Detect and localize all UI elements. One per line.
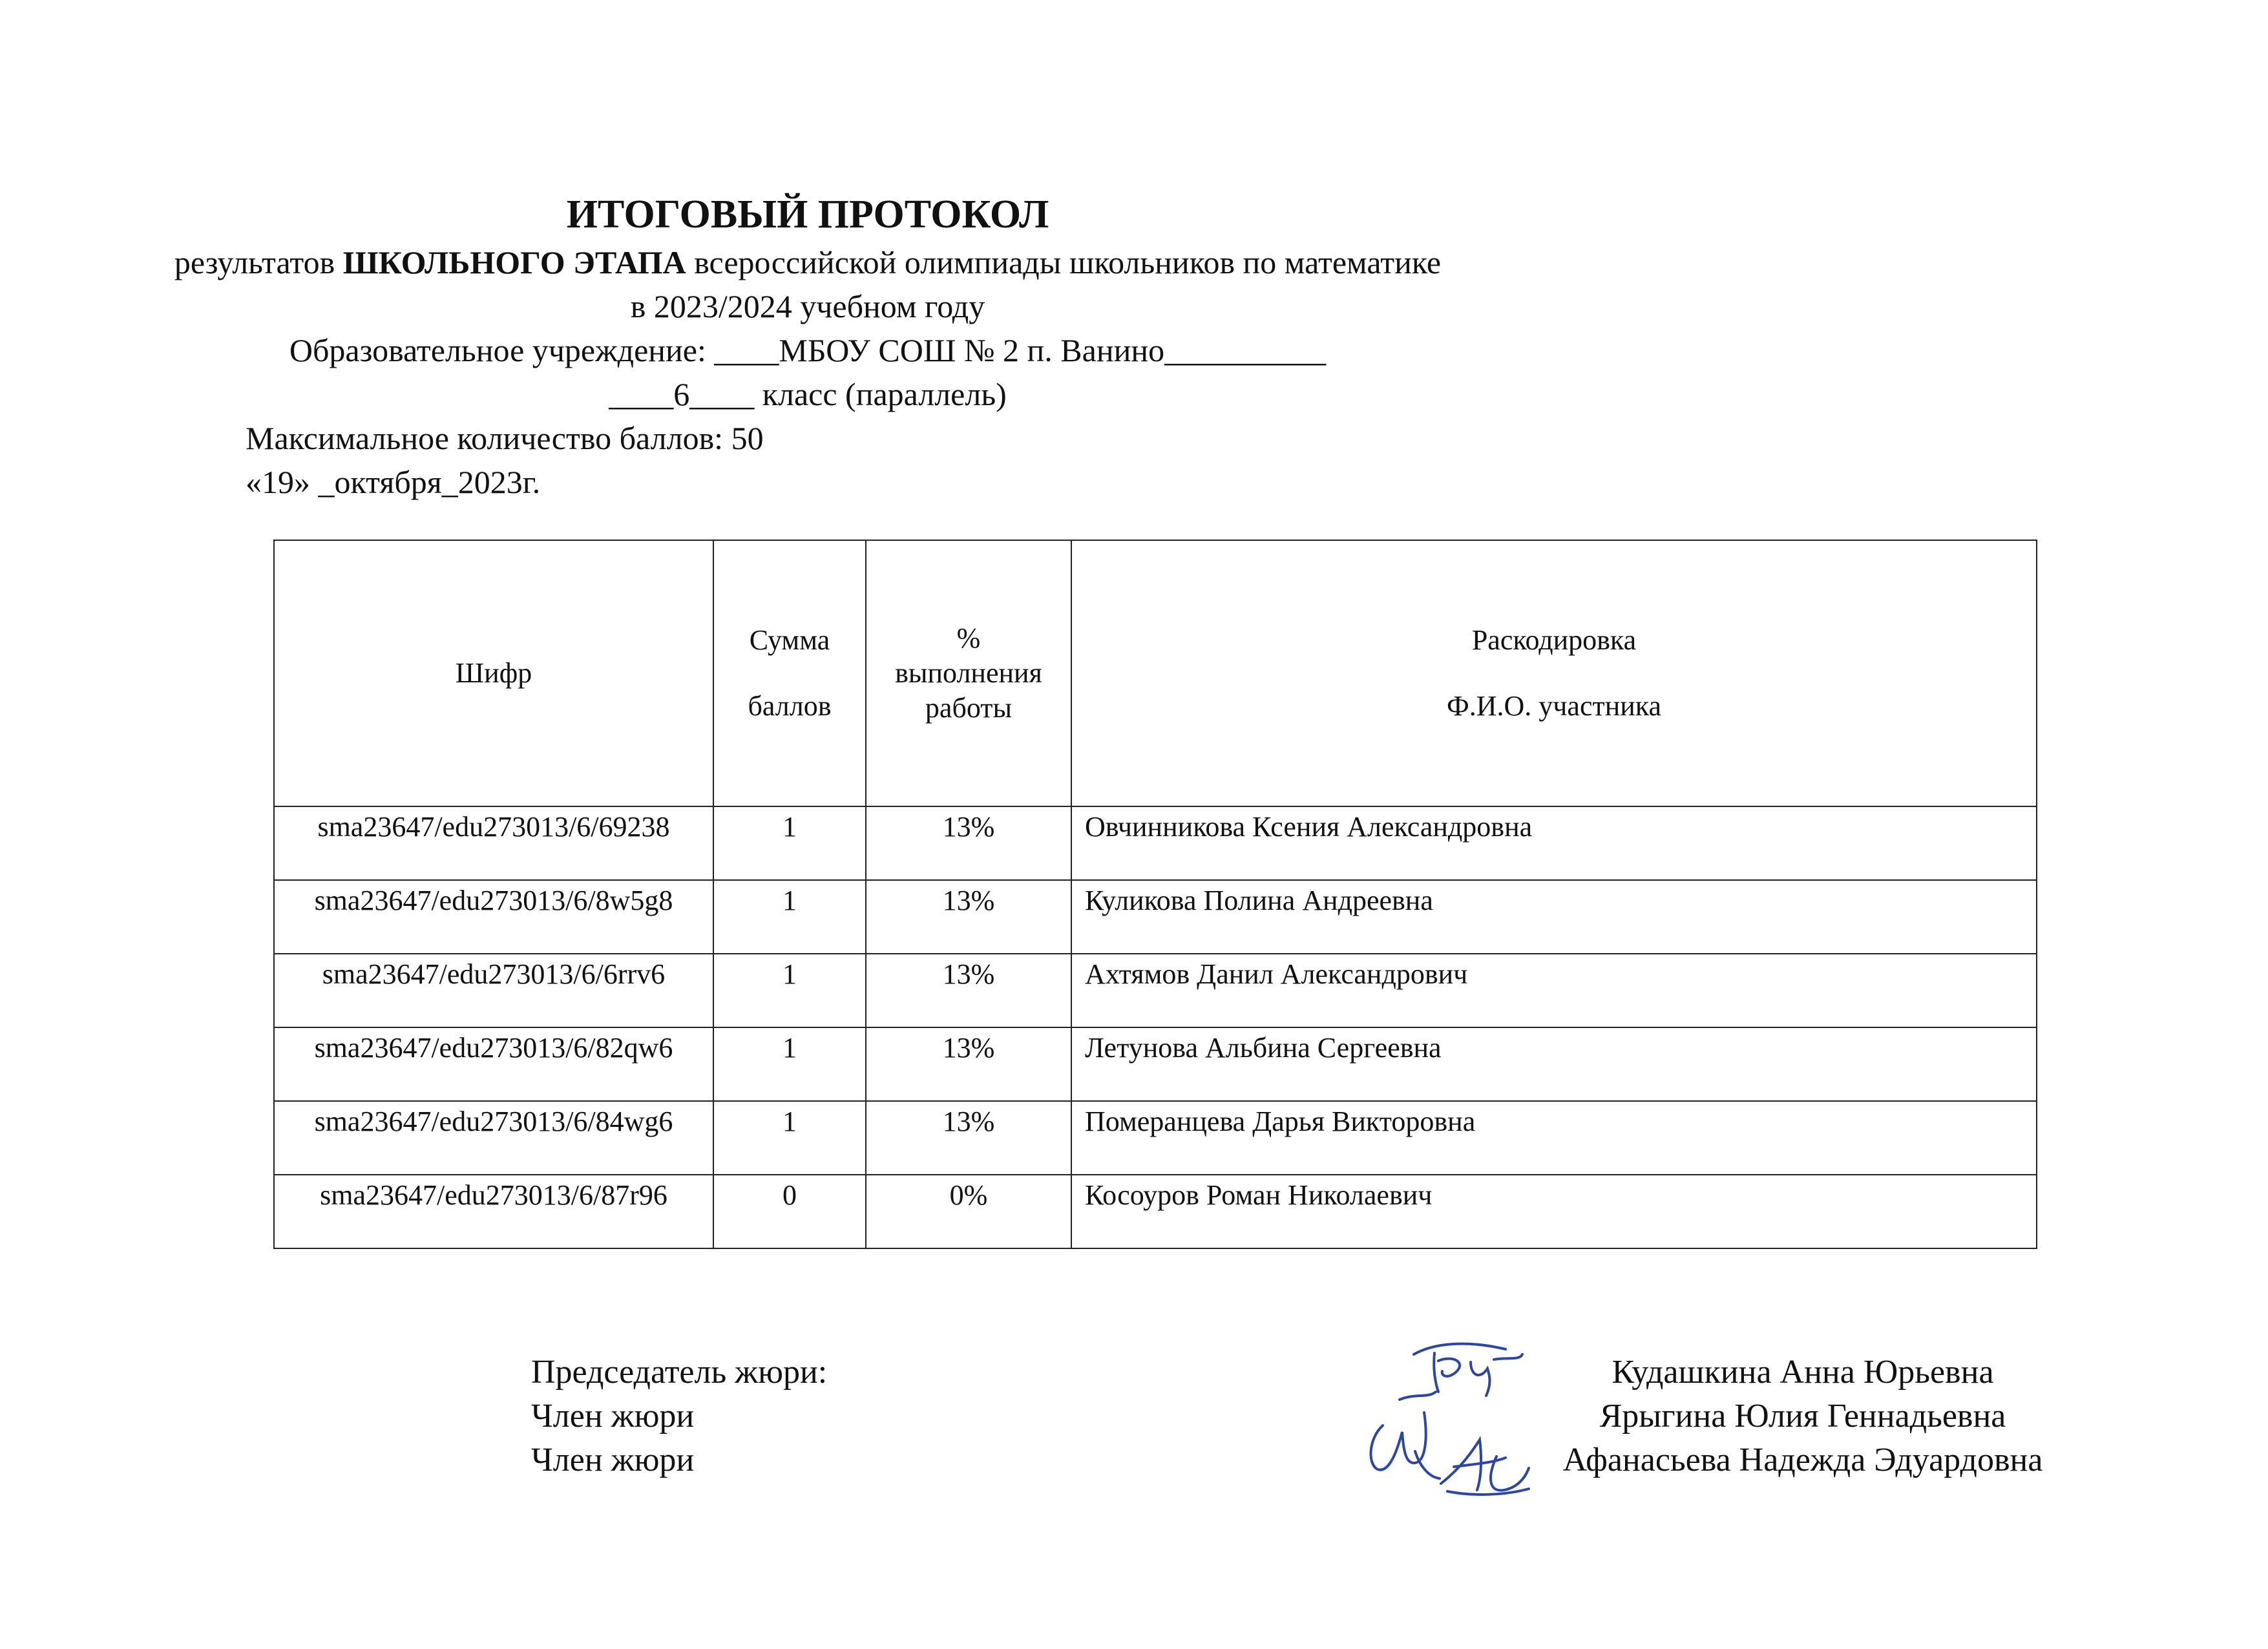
subtitle-results-line: [0, 242, 1615, 283]
participant-name: Куликова Полина Андреевна: [1071, 880, 2037, 954]
member-signature-mark: [1434, 1428, 1531, 1499]
participant-percent: 13%: [866, 880, 1071, 954]
max-score-line: Максимальное количество баллов: 50: [246, 420, 764, 456]
participant-score: 1: [713, 880, 866, 954]
participant-name: Овчинникова Ксения Александровна: [1071, 806, 2037, 880]
column-header-name: Раскодировка Ф.И.О. участника: [1071, 540, 2037, 806]
participant-name: Летунова Альбина Сергеевна: [1071, 1027, 2037, 1101]
academic-year-line: в 2023/2024 учебном году: [630, 288, 985, 324]
participant-score: 1: [713, 806, 866, 880]
participant-code: sma23647/edu273013/6/87r96: [274, 1175, 713, 1248]
participant-percent: 13%: [866, 954, 1071, 1027]
subtitle-stage: ШКОЛЬНОГО ЭТАПА: [342, 244, 686, 280]
participant-percent: 0%: [866, 1175, 1071, 1248]
subtitle-prefix: результатов: [174, 244, 335, 280]
participant-score: 1: [713, 1101, 866, 1175]
column-header-code: Шифр: [274, 540, 713, 806]
jury-member-name: Афанасьева Надежда Эдуардовна: [1562, 1442, 2043, 1478]
jury-member-label: Член жюри: [531, 1398, 695, 1434]
participant-code: sma23647/edu273013/6/8w5g8: [274, 880, 713, 954]
participant-code: sma23647/edu273013/6/84wg6: [274, 1101, 713, 1175]
grade-line: ____6____ класс (параллель): [609, 376, 1007, 412]
table-row: [274, 1027, 2037, 1101]
jury-chair-label: Председатель жюри:: [531, 1354, 828, 1391]
table-row: [274, 880, 2037, 954]
table-row: [274, 954, 2037, 1027]
participant-name: Ахтямов Данил Александрович: [1071, 954, 2037, 1027]
participant-name: Померанцева Дарья Викторовна: [1071, 1101, 2037, 1175]
subtitle-suffix: всероссийской олимпиады школьников по математике: [694, 244, 1442, 280]
jury-chair-name: Кудашкина Анна Юрьевна: [1612, 1354, 1994, 1391]
participant-percent: 13%: [866, 806, 1071, 880]
table-row: [274, 806, 2037, 880]
date-line: «19» _октября_2023г.: [246, 464, 541, 500]
participant-percent: 13%: [866, 1101, 1071, 1175]
column-header-percent: % выполнения работы: [866, 540, 1071, 806]
participant-code: sma23647/edu273013/6/69238: [274, 806, 713, 880]
table-row: [274, 1101, 2037, 1175]
results-table: [273, 540, 2037, 1249]
participant-score: 0: [713, 1175, 866, 1248]
column-header-score: Сумма баллов: [713, 540, 866, 806]
participant-score: 1: [713, 1027, 866, 1101]
jury-member-label: Член жюри: [531, 1442, 695, 1478]
participant-score: 1: [713, 954, 866, 1027]
school-line: Образовательное учреждение: ____МБОУ СОШ № 2 п. Ванино__________: [289, 332, 1327, 368]
participant-percent: 13%: [866, 1027, 1071, 1101]
page-title: ИТОГОВЫЙ ПРОТОКОЛ: [566, 193, 1049, 236]
jury-member-name: Ярыгина Юлия Геннадьевна: [1599, 1398, 2006, 1434]
participant-code: sma23647/edu273013/6/6rrv6: [274, 954, 713, 1027]
table-row: [274, 1175, 2037, 1248]
participant-code: sma23647/edu273013/6/82qw6: [274, 1027, 713, 1101]
participant-name: Косоуров Роман Николаевич: [1071, 1175, 2037, 1248]
table-header-row: [274, 540, 2037, 806]
